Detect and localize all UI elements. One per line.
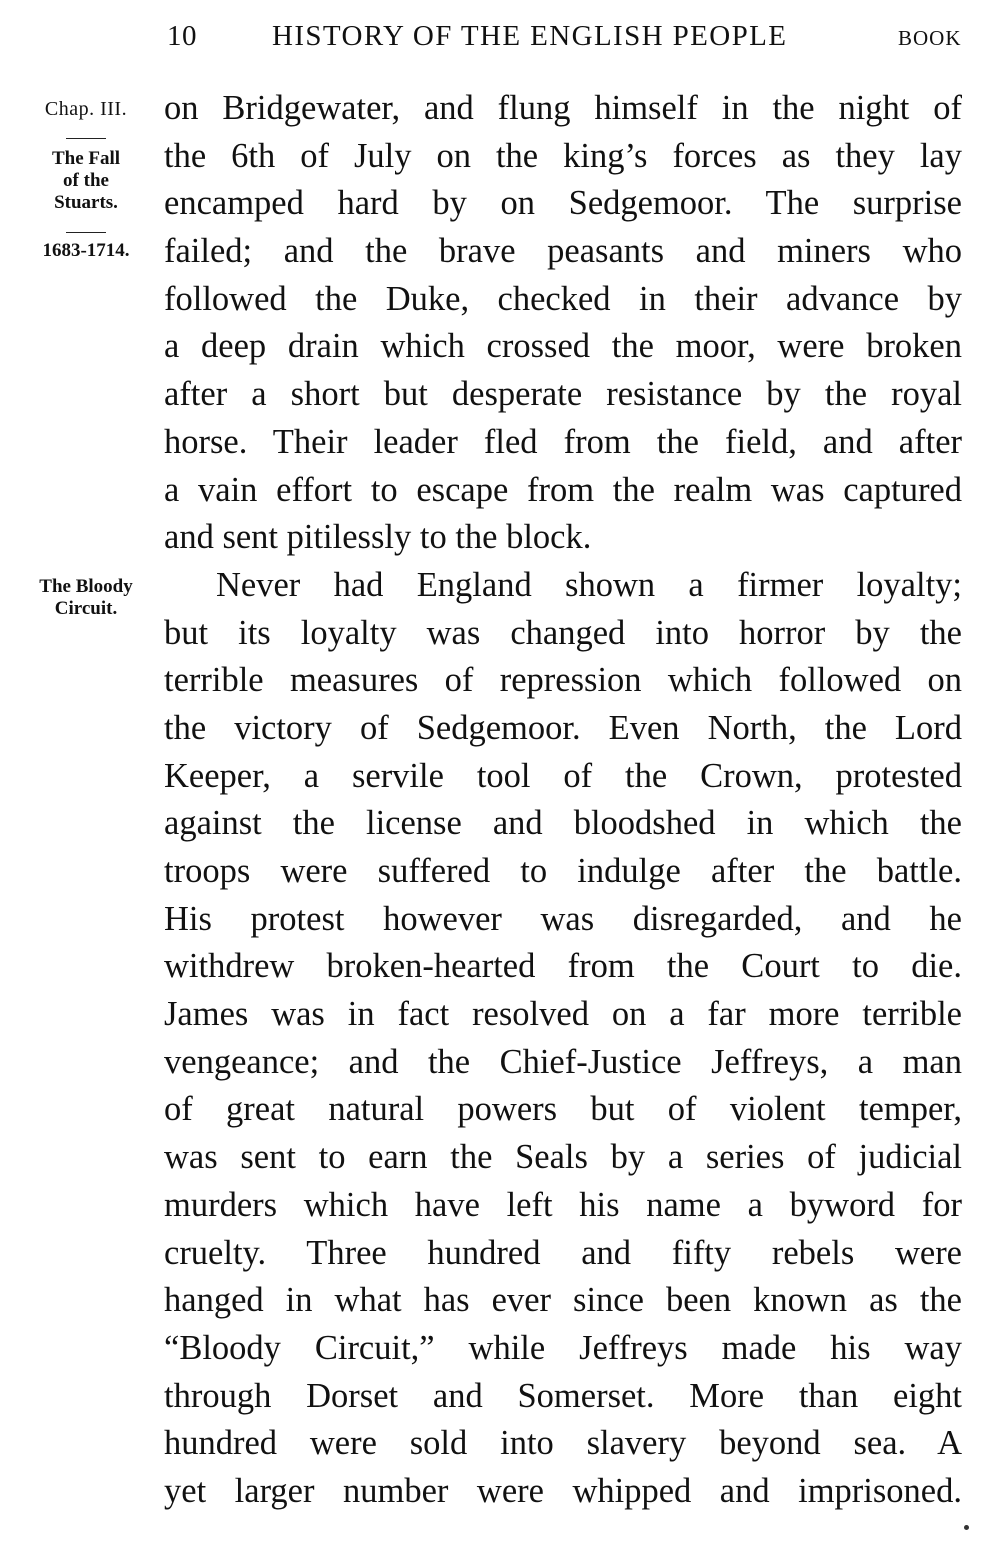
text-line: after a short but desperate resistance by the royal <box>164 375 962 414</box>
text-line: hanged in what has ever since been known as the <box>164 1281 962 1320</box>
text-line: and sent pitilessly to the block. <box>164 518 592 557</box>
text-line: was sent to earn the Seals by a series of judicial <box>164 1138 962 1177</box>
text-line: vengeance; and the Chief-Justice Jeffreys, a man <box>164 1042 962 1081</box>
text-line: of great natural powers but of violent temper, <box>164 1090 962 1129</box>
text-line: encamped hard by on Sedgemoor. The surprise <box>164 184 962 223</box>
text-line: James was in fact resolved on a far more terrible <box>164 995 962 1034</box>
text-line: a vain effort to escape from the realm was captured <box>164 470 962 509</box>
running-title: HISTORY OF THE ENGLISH PEOPLE <box>272 20 788 52</box>
margin-divider <box>66 138 106 139</box>
text-line: failed; and the brave peasants and miners who <box>164 232 962 271</box>
text-line: Never had England shown a firmer loyalty; <box>216 565 962 604</box>
margin-subhead-line: Circuit. <box>54 598 118 619</box>
text-line: horse. Their leader fled from the field, and after <box>164 422 962 461</box>
text-line: murders which have left his name a byword for <box>164 1185 962 1224</box>
margin-section-title-line: The Fall <box>51 148 121 169</box>
margin-subhead-line: The Bloody <box>39 576 133 597</box>
body-text <box>164 85 962 1516</box>
text-line: but its loyalty was changed into horror by the <box>164 613 962 652</box>
text-line: a deep drain which crossed the moor, were broken <box>164 327 962 366</box>
text-line: His protest however was disregarded, and he <box>164 899 962 938</box>
text-line: yet larger number were whipped and imprisoned. <box>164 1471 962 1510</box>
text-line: cruelty. Three hundred and fifty rebels were <box>164 1233 962 1272</box>
page-header <box>0 14 1000 58</box>
text-line: through Dorset and Somerset. More than eight <box>164 1376 962 1415</box>
text-line: terrible measures of repression which followed on <box>164 661 962 700</box>
page-number: 10 <box>167 20 197 52</box>
text-line: “Bloody Circuit,” while Jeffreys made his way <box>164 1328 962 1367</box>
margin-section-title-line: Stuarts. <box>54 192 118 213</box>
print-speck <box>964 1525 969 1530</box>
margin-divider <box>66 232 106 233</box>
book-label: BOOK <box>898 26 962 50</box>
text-line: troops were suffered to indulge after the battle. <box>164 852 962 890</box>
text-line: the 6th of July on the king’s forces as they lay <box>164 136 962 175</box>
text-line: hundred were sold into slavery beyond sea. A <box>164 1424 962 1463</box>
text-line: Keeper, a servile tool of the Crown, protested <box>164 756 962 795</box>
margin-chapter-label: Chap. III. <box>44 98 128 120</box>
text-line: on Bridgewater, and flung himself in the night of <box>164 89 962 127</box>
margin-section-title-line: of the <box>63 170 109 191</box>
text-line: withdrew broken-hearted from the Court to die. <box>164 947 962 986</box>
margin-subhead <box>18 576 154 620</box>
text-line: the victory of Sedgemoor. Even North, the Lord <box>164 708 962 747</box>
text-line: against the license and bloodshed in which the <box>164 804 962 843</box>
margin-section-title <box>22 148 150 214</box>
margin-date-range: 1683-1714. <box>42 240 130 261</box>
text-line: followed the Duke, checked in their advance by <box>164 279 962 318</box>
